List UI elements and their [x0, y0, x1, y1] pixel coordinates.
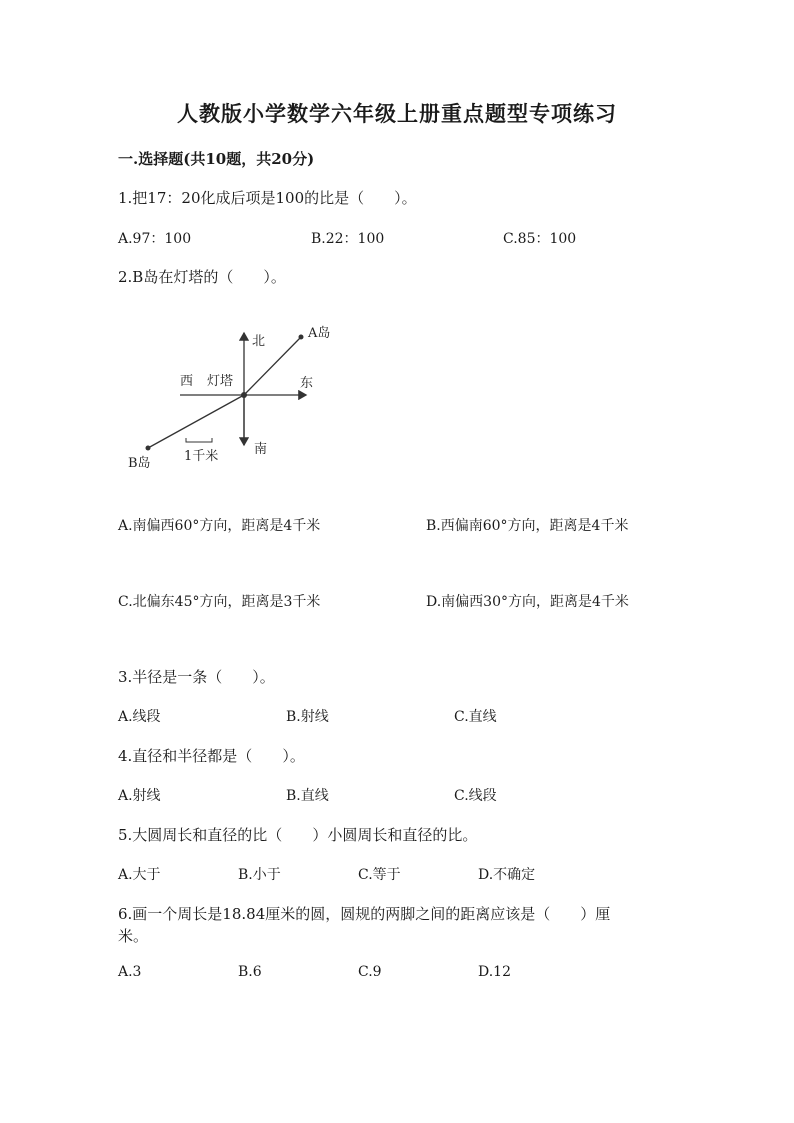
q2-option-a[interactable]: A.南偏西60°方向，距离是4千米: [118, 518, 321, 534]
compass-diagram: [118, 315, 348, 475]
question-6: 6.画一个周长是18.84厘米的圆，圆规的两脚之间的距离应该是（ ）厘: [118, 905, 611, 923]
question-4: 4.直径和半径都是（ ）。: [118, 747, 305, 765]
line-to-b: [148, 395, 244, 448]
scale-bar: [186, 438, 212, 442]
island-b-point: [146, 446, 151, 451]
island-b-label: B岛: [128, 456, 151, 471]
island-a-point: [299, 335, 304, 340]
q6-option-b[interactable]: B.6: [238, 964, 262, 980]
lighthouse-point: [241, 392, 247, 398]
q4-option-c[interactable]: C.线段: [454, 788, 497, 804]
q1-option-a[interactable]: A.97：100: [118, 231, 192, 247]
question-5: 5.大圆周长和直径的比（ ）小圆周长和直径的比。: [118, 826, 478, 844]
west-label: 西: [180, 374, 194, 389]
section-heading: 一.选择题(共10题，共20分): [118, 150, 315, 168]
q5-option-d[interactable]: D.不确定: [478, 867, 536, 883]
scale-label: 1千米: [184, 449, 219, 464]
south-label: 南: [254, 442, 268, 457]
north-label: 北: [252, 334, 266, 349]
lighthouse-label: 灯塔: [207, 374, 234, 389]
q4-option-a[interactable]: A.射线: [118, 788, 161, 804]
q1-option-b[interactable]: B.22：100: [311, 231, 385, 247]
island-a-label: A岛: [308, 326, 331, 341]
q1-option-c[interactable]: C.85：100: [503, 231, 577, 247]
q5-option-b[interactable]: B.小于: [238, 867, 281, 883]
q2-option-c[interactable]: C.北偏东45°方向，距离是3千米: [118, 594, 321, 610]
east-label: 东: [300, 376, 314, 391]
q6-option-c[interactable]: C.9: [358, 964, 382, 980]
q2-option-b[interactable]: B.西偏南60°方向，距离是4千米: [426, 518, 629, 534]
q3-option-c[interactable]: C.直线: [454, 709, 497, 725]
question-1: 1.把17：20化成后项是100的比是（ ）。: [118, 189, 417, 207]
q2-option-d[interactable]: D.南偏西30°方向，距离是4千米: [426, 594, 629, 610]
q3-option-a[interactable]: A.线段: [118, 709, 161, 725]
page-title: 人教版小学数学六年级上册重点题型专项练习: [177, 101, 617, 126]
question-2: 2.B岛在灯塔的（ ）。: [118, 268, 286, 286]
q6-option-d[interactable]: D.12: [478, 964, 511, 980]
question-3: 3.半径是一条（ ）。: [118, 668, 275, 686]
q4-option-b[interactable]: B.直线: [286, 788, 329, 804]
question-6-continued: 米。: [118, 927, 149, 945]
q3-option-b[interactable]: B.射线: [286, 709, 329, 725]
q5-option-c[interactable]: C.等于: [358, 867, 401, 883]
q5-option-a[interactable]: A.大于: [118, 867, 161, 883]
q6-option-a[interactable]: A.3: [118, 964, 142, 980]
